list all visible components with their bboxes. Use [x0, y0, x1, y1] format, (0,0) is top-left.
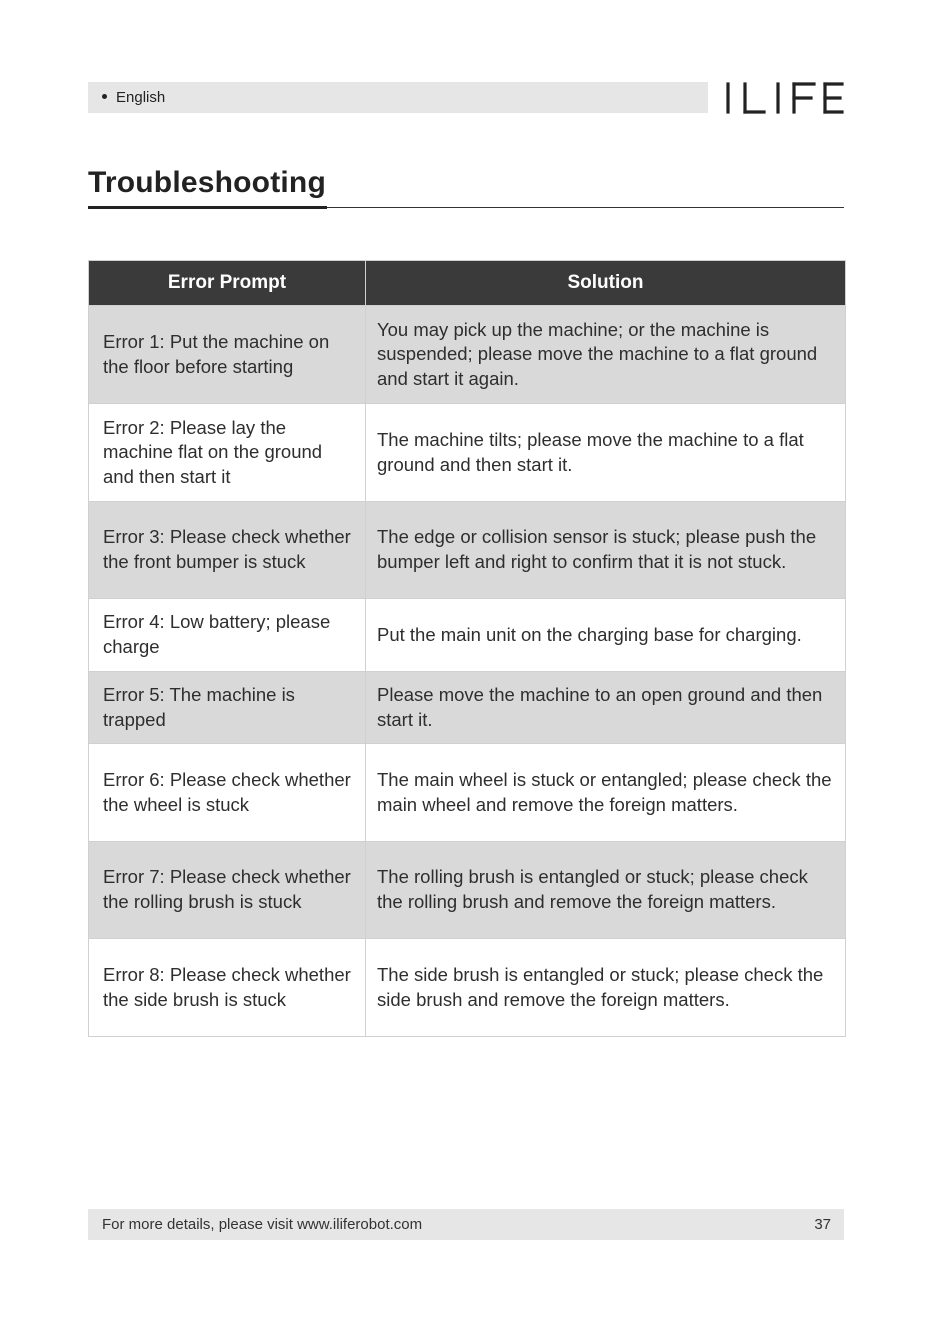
- error-prompt-cell: Error 6: Please check whether the wheel is stuck: [89, 744, 366, 842]
- solution-cell: You may pick up the machine; or the machine is suspended; please move the machine to a flat ground and start it again.: [366, 306, 846, 404]
- table-row: [89, 502, 846, 599]
- title-underline: [88, 206, 327, 209]
- solution-cell: Please move the machine to an open ground and then start it.: [366, 672, 846, 744]
- error-prompt-cell: Error 3: Please check whether the front bumper is stuck: [89, 502, 366, 599]
- table-row: [89, 672, 846, 744]
- language-item: [102, 82, 165, 113]
- solution-cell: The rolling brush is entangled or stuck; please check the rolling brush and remove the foreign matters.: [366, 842, 846, 939]
- solution-cell: Put the main unit on the charging base for charging.: [366, 599, 846, 672]
- table-row: [89, 842, 846, 939]
- table-header-row: [89, 261, 846, 306]
- language-bar: [88, 82, 708, 113]
- column-header-error-prompt: Error Prompt: [89, 261, 366, 306]
- page-title: Troubleshooting: [88, 166, 326, 199]
- error-prompt-cell: Error 7: Please check whether the rolling brush is stuck: [89, 842, 366, 939]
- table-row: [89, 306, 846, 404]
- brand-logo: [726, 82, 844, 114]
- table-row: [89, 744, 846, 842]
- table-row: [89, 939, 846, 1037]
- table-row: [89, 404, 846, 502]
- solution-cell: The side brush is entangled or stuck; please check the side brush and remove the foreign matters.: [366, 939, 846, 1037]
- table-row: [89, 599, 846, 672]
- language-label: English: [116, 89, 166, 106]
- column-header-solution: Solution: [366, 261, 846, 306]
- footer-text: For more details, please visit www.iliferobot.com: [102, 1216, 423, 1233]
- solution-cell: The edge or collision sensor is stuck; please push the bumper left and right to confirm that it is not stuck.: [366, 502, 846, 599]
- error-prompt-cell: Error 2: Please lay the machine flat on the ground and then start it: [89, 404, 366, 502]
- troubleshooting-table: [88, 260, 846, 1037]
- error-prompt-cell: Error 1: Put the machine on the floor before starting: [89, 306, 366, 404]
- footer-bar: [88, 1209, 844, 1240]
- error-prompt-cell: Error 4: Low battery; please charge: [89, 599, 366, 672]
- solution-cell: The main wheel is stuck or entangled; please check the main wheel and remove the foreign matters.: [366, 744, 846, 842]
- error-prompt-cell: Error 8: Please check whether the side brush is stuck: [89, 939, 366, 1037]
- page-number: 37: [814, 1216, 831, 1233]
- solution-cell: The machine tilts; please move the machine to a flat ground and then start it.: [366, 404, 846, 502]
- bullet-icon: [102, 94, 107, 99]
- error-prompt-cell: Error 5: The machine is trapped: [89, 672, 366, 744]
